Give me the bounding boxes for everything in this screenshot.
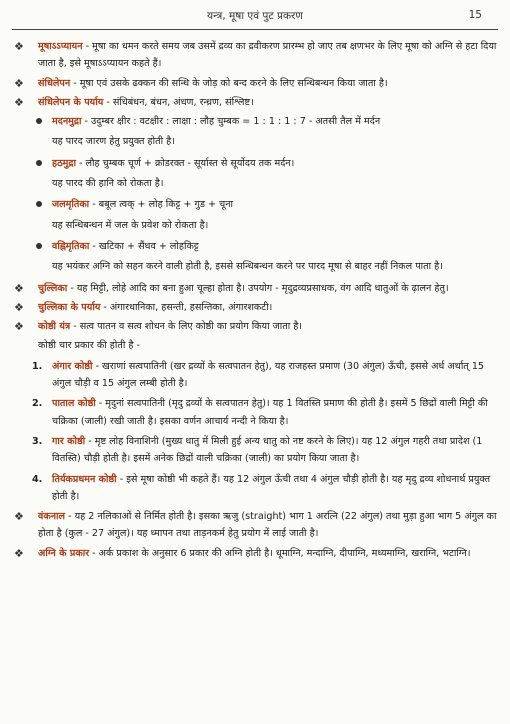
header-rule (12, 29, 498, 30)
entry-vanknal (10, 508, 500, 543)
subentry-text: - लौह चुम्बक चूर्ण + क्रोडरक्त - सूर्यास्त से सूर्योदय तक मर्दन। (75, 157, 295, 169)
item-text: - इसे मूषा कोष्ठी भी कहते हैं। यह 12 अंगुल ऊँची तथा 4 अंगुल चौड़ी होती है। यह मृदु द्रव्य शोधनार्थ प्रयुक्त होती है। (52, 473, 491, 502)
diamond-bullet-icon: ❖ (14, 95, 24, 109)
entry-term: चुल्लिका के पर्याय (38, 301, 101, 313)
dot-bullet-icon (36, 160, 42, 166)
entry-text: - अर्क प्रकाश के अनुसार 6 प्रकार की अग्नि होती है। धूमाग्नि, मन्दाग्नि, दीपाग्नि, मध्यमाग्नि, खराग्नि, भटाग्नि। (89, 547, 471, 559)
item-text: - मृदुनां सत्वपातिनी (मृदु द्रव्यों के सत्वपातन हेतु)। यह 1 वितस्ति प्रमाण की होती है। इसमें 5 छिद्रों वाली मिट्टी की चक्रिका (जाली) रखी जाती है। इसका वर्णन आचार्य नन्दी ने किया है। (52, 398, 488, 427)
dot-bullet-icon (36, 118, 42, 124)
koshthi-intro: कोष्ठी चार प्रकार की होती है - (38, 340, 140, 352)
subentry-text: - बबूल त्वक् + लोह किट्ट + गुड + चूना (89, 199, 234, 211)
entry-term: संधिलेपन (38, 77, 71, 89)
subentry-note: यह पारद की हानि को रोकता है। (52, 178, 164, 190)
entry-term: कोष्ठी यंत्र (38, 321, 71, 333)
subentry-note: यह भयंकर अग्नि को सहन करने वाली होती है, इससे सन्धिबन्धन करने पर पारद मूषा से बाहर नहीं निकल पाता है। (52, 261, 443, 273)
entry-term: संधिलेपन के पर्याय (38, 96, 104, 108)
subentry-text: - उदुम्बर क्षीर : वटक्षीर : लाक्षा : लौह चुम्बक = 1 : 1 : 1 : 7 - अतसी तैल में मर्दन (81, 116, 381, 128)
entry-chullika (10, 280, 500, 297)
entry-moosha-apyayan (10, 38, 500, 73)
subentry-term: मदनमुद्रा (52, 116, 82, 128)
entry-text: - अंगारधानिका, हसन्ती, हसन्तिका, अंगारशकटी। (100, 301, 273, 313)
entry-text: - यह मिट्टी, लोहे आदि का बना हुआ चूल्हा होता है। उपयोग - मृदुद्रव्यप्रसाधक, वंग आदि धातुओं के ढ़ालन हेतु। (67, 282, 449, 294)
entry-text: - यह 2 नलिकाओं से निर्मित होती है। इसका ऋजु (straight) भाग 1 अरत्नि (22 अंगुल) तथा मुड़ा हुआ भाग 5 अंगुल का होता है (कुल - 27 अंगुल)। यह ध्मापन तथा ताड़नकर्म हेतु प्रयोग में लाई जाती है। (38, 511, 497, 540)
diamond-bullet-icon: ❖ (14, 40, 24, 53)
subentry-note: यह सन्धिबन्धन में जल के प्रवेश को रोकता है। (52, 219, 209, 231)
koshthi-type-patal (10, 395, 500, 430)
entry-chullika-paryay (10, 299, 500, 316)
diamond-bullet-icon: ❖ (14, 510, 24, 524)
subentry-text: - खटिका + सैंधव + लोहकिट्ट (89, 240, 199, 252)
item-number: 2. (32, 398, 43, 410)
entry-term: वंकनाल (38, 511, 66, 523)
subentry-madanmudra (10, 113, 500, 130)
subentry-term: हठमुद्रा (52, 157, 76, 169)
item-term: अंगार कोष्ठी (52, 360, 93, 372)
chapter-title: यन्त्र, मूषा एवं पुट प्रकरण (207, 10, 303, 22)
subentry-hathmudra (10, 155, 500, 172)
koshthi-type-tiryak (10, 471, 500, 506)
item-number: 4. (32, 473, 43, 485)
subentry-note: यह पारद जारण हेतु प्रयुक्त होती है। (52, 136, 175, 148)
item-text: - खराणां सत्वपातिनी (खर द्रव्यों के सत्वपातन हेतु), यह राजहस्त प्रमाण (30 अंगुल) ऊँची, इससे अर्ध अर्थात् 15 अंगुल चौड़ी व 15 अंगुल लम्बी होती है। (52, 360, 485, 390)
dot-bullet-icon (36, 201, 42, 207)
item-term: गार कोष्ठी (52, 435, 86, 447)
entry-text: - मूषा का धमन करते समय जब उसमें द्रव्य का द्रवीकरण प्रारम्भ हो जाए तब क्षणभर के लिए मूषा को अग्नि से हटा दिया जाता है, इसे मूषाऽऽप्यायन कहते हैं। (38, 41, 497, 70)
entry-text: - सत्व पातन व सत्व शोधन के लिए कोष्ठी का प्रयोग किया जाता है। (70, 321, 302, 333)
entry-text: - संधिबंधन, बंधन, अंधण, रन्ध्रण, संश्लिष्ट। (103, 96, 254, 108)
item-number: 1. (32, 360, 43, 372)
diamond-bullet-icon: ❖ (14, 76, 24, 90)
diamond-bullet-icon: ❖ (14, 281, 24, 295)
subentry-term: जलमृतिका (52, 199, 90, 211)
entry-agni-prakar (10, 545, 500, 562)
entry-sandhilepan (10, 75, 500, 92)
subentry-vahnimrittika (10, 238, 500, 255)
dot-bullet-icon (36, 243, 42, 249)
entry-text: - मूषा एवं उसके ढक्कन की सन्धि के जोड़ को बन्द करने के लिए सन्धिबन्धन किया जाता है। (70, 77, 388, 89)
entry-term: मूषाऽऽप्यायन (38, 41, 83, 52)
diamond-bullet-icon: ❖ (14, 300, 24, 314)
entry-sandhilepan-paryay (10, 94, 500, 111)
item-term: पाताल कोष्ठी (52, 398, 96, 410)
diamond-bullet-icon: ❖ (14, 320, 24, 334)
page-number: 15 (468, 9, 482, 21)
diamond-bullet-icon: ❖ (14, 546, 24, 560)
page-header (0, 9, 510, 29)
item-number: 3. (32, 435, 43, 447)
entry-koshthi (10, 318, 500, 335)
item-term: तिर्यकप्रधमन कोष्ठी (52, 473, 117, 485)
item-text: - मृष्ट लोह विनाशिनी (मुख्य धातु में मिली हुई अन्य धातु को नष्ट करने के लिए)। यह 12 अंगुल गहरी तथा प्रादेश (1 वितस्ति) चौड़ी होती है। इसमें अनेक छिद्रों वाली चक्रिका (जाली) का प्रयोग किया जाता है। (52, 435, 483, 465)
entry-term: अग्नि के प्रकार (38, 547, 90, 559)
subentry-term: वह्निमृतिका (52, 240, 90, 252)
entry-term: चुल्लिका (38, 282, 68, 294)
koshthi-type-angar (10, 358, 500, 393)
subentry-jalmrittika (10, 196, 500, 213)
page-content (10, 38, 500, 564)
koshthi-type-gar (10, 433, 500, 468)
